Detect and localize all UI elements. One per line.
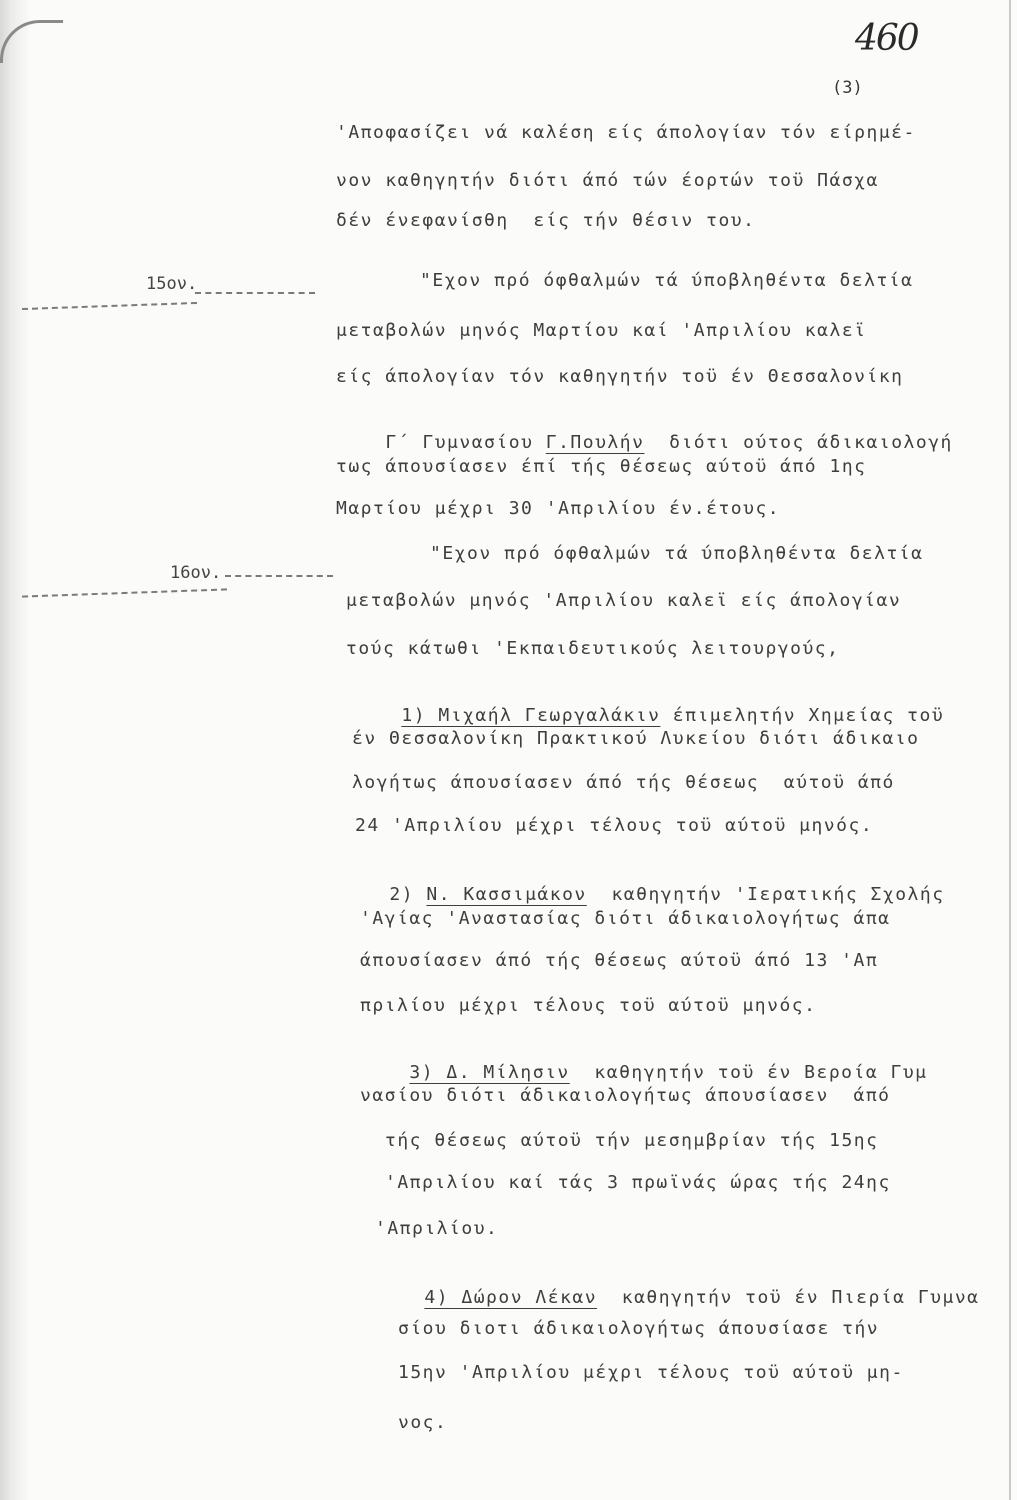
text-line: τής θέσεως αύτοϋ τήν μεσημβρίαν τής 15ης bbox=[385, 1130, 879, 1151]
text-segment: καθηγητήν τοϋ έν Βεροία Γυμ bbox=[569, 1062, 928, 1083]
margin-dash-line bbox=[22, 302, 197, 310]
text-segment: καθηγητήν 'Ιερατικής Σχολής bbox=[586, 884, 945, 905]
page-binding-edge bbox=[0, 0, 30, 1500]
text-segment: διότι ούτος άδικαιολογή bbox=[644, 432, 953, 453]
text-line: πριλίου μέχρι τέλους τοϋ αύτοϋ μηνός. bbox=[360, 995, 817, 1016]
margin-note-15: 15ον. bbox=[146, 274, 198, 294]
text-line: τως άπουσίασεν έπί τής θέσεως αύτοϋ άπό 1ης bbox=[336, 456, 867, 477]
margin-note-16: 16ον. bbox=[170, 563, 222, 583]
text-line: είς άπολογίαν τόν καθηγητήν τοϋ έν Θεσσαλονίκη bbox=[336, 366, 904, 387]
text-line: τούς κάτωθι 'Εκπαιδευτικούς λειτουργούς, bbox=[346, 638, 840, 659]
text-segment: έπιμελητήν Χημείας τοϋ bbox=[660, 705, 945, 726]
text-line: μεταβολών μηνός 'Απριλίου καλεϊ είς άπολογίαν bbox=[346, 590, 902, 611]
text-line: 'Απριλίου. bbox=[375, 1218, 499, 1239]
text-line: 24 'Απριλίου μέχρι τέλους τοϋ αύτοϋ μηνός. bbox=[355, 815, 874, 836]
margin-dash-line bbox=[225, 575, 333, 577]
underlined-name: 1) Μιχαήλ Γεωργαλάκιν bbox=[401, 705, 661, 726]
text-line: νος. bbox=[398, 1412, 448, 1433]
text-line: "Εχον πρό όφθαλμών τά ύποβληθέντα δελτία bbox=[430, 543, 924, 564]
text-line: μεταβολών μηνός Μαρτίου καί 'Απριλίου καλεϊ bbox=[336, 320, 867, 341]
text-line: "Εχον πρό όφθαλμών τά ύποβληθέντα δελτία bbox=[420, 270, 914, 291]
text-line: έν Θεσσαλονίκη Πρακτικού Λυκείου διότι άδικαιο bbox=[352, 728, 920, 749]
text-line: δέν ένεφανίσθη είς τήν θέσιν του. bbox=[336, 210, 756, 231]
text-segment: Γ΄ Γυμνασίου bbox=[385, 432, 546, 453]
text-line: λογήτως άπουσίασεν άπό τής θέσεως αύτοϋ άπό bbox=[352, 772, 895, 793]
underlined-name: Γ.Πουλήν bbox=[545, 432, 645, 453]
text-line: σίου διοτι άδικαιολογήτως άπουσίασε τήν bbox=[398, 1318, 880, 1339]
text-line: 15ην 'Απριλίου μέχρι τέλους τοϋ αύτοϋ μη- bbox=[398, 1362, 904, 1383]
page-right-edge bbox=[1009, 0, 1011, 1500]
underlined-name: 4) Δώρον Λέκαν bbox=[424, 1287, 598, 1308]
text-line: νον καθηγητήν διότι άπό τών έορτών τοϋ Πάσχα bbox=[336, 170, 879, 191]
text-line: νασίου διότι άδικαιολογήτως άπουσίασεν άπό bbox=[360, 1085, 891, 1106]
text-line: 'Αγίας 'Αναστασίας διότι άδικαιολογήτως άπα bbox=[360, 908, 891, 929]
folio-number: 460 bbox=[855, 18, 918, 59]
margin-dash-line bbox=[195, 292, 315, 294]
text-line: Μαρτίου μέχρι 30 'Απριλίου έν.έτους. bbox=[336, 498, 781, 519]
underlined-name: Ν. Κασσιμάκον bbox=[426, 884, 587, 905]
text-segment: καθηγητήν τοϋ έν Πιερία Γυμνα bbox=[597, 1287, 980, 1308]
text-segment: 2) bbox=[389, 884, 427, 905]
margin-dash-line bbox=[22, 588, 227, 597]
underlined-name: 3) Δ. Μίλησιν bbox=[409, 1062, 570, 1083]
text-line: 'Απριλίου καί τάς 3 πρωϊνάς ώρας τής 24ης bbox=[385, 1172, 891, 1193]
text-line: άπουσίασεν άπό τής θέσεως αύτοϋ άπό 13 'Απ bbox=[360, 950, 879, 971]
text-line: 'Αποφασίζει νά καλέση είς άπολογίαν τόν είρημέ- bbox=[336, 122, 916, 143]
page-number: (3) bbox=[832, 78, 863, 98]
